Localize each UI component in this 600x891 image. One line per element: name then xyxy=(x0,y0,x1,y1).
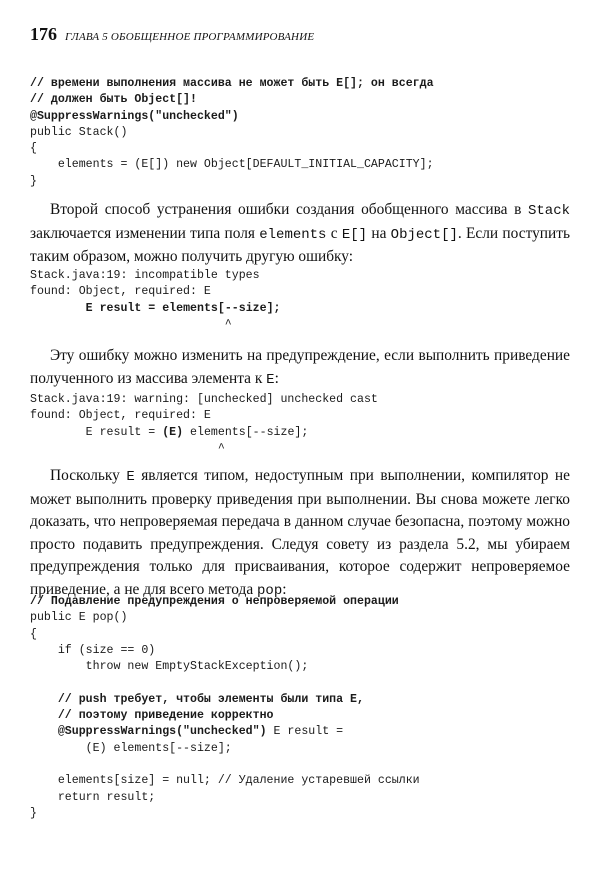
code-line: (E) elements[--size]; xyxy=(30,741,232,755)
paragraph-second-method: Второй способ устранения ошибки создания обобщенного массива в Stack заключается изменении типа поля elements с E[] на Object[]. Если поступить таким образом, можно получить другую ошибку: xyxy=(30,201,571,266)
code-line: return result; xyxy=(30,790,156,804)
code-annotation: @SuppressWarnings("unchecked") xyxy=(30,725,267,739)
code-block-stack-constructor xyxy=(30,76,434,190)
caret-marker: ^ xyxy=(30,317,232,331)
code-block-pop-method xyxy=(30,594,420,822)
code-comment: // Подавление предупреждения о непроверяемой операции xyxy=(30,595,399,608)
inline-code: Stack xyxy=(527,203,570,219)
code-line: found: Object, required: E xyxy=(30,409,211,423)
code-line: public E pop() xyxy=(30,611,128,625)
code-line: E result = xyxy=(266,725,344,739)
running-header xyxy=(30,24,314,44)
code-block-compiler-error xyxy=(30,268,280,333)
inline-code: E xyxy=(126,469,135,485)
code-cast: (E) xyxy=(162,425,184,439)
code-comment: // времени выполнения массива не может быть E[]; он всегда xyxy=(30,77,434,90)
code-comment: // push требует, чтобы элементы были типа E, xyxy=(30,692,364,706)
code-line: public Stack() xyxy=(30,125,128,139)
code-line: } xyxy=(30,174,37,188)
code-annotation: @SuppressWarnings("unchecked") xyxy=(30,109,239,123)
code-line: Stack.java:19: warning: [unchecked] unchecked cast xyxy=(30,393,378,406)
chapter-title: ГЛАВА 5 ОБОБЩЕННОЕ ПРОГРАММИРОВАНИЕ xyxy=(65,31,315,43)
code-line: found: Object, required: E xyxy=(30,285,211,299)
code-line: { xyxy=(30,627,37,641)
code-comment: // должен быть Object[]! xyxy=(30,93,197,107)
code-line: E result = elements[--size]; xyxy=(85,301,281,315)
code-comment: // поэтому приведение корректно xyxy=(30,709,274,723)
caret-marker: ^ xyxy=(30,441,225,455)
page-number: 176 xyxy=(30,24,57,44)
code-line: if (size == 0) xyxy=(30,643,156,657)
code-line: } xyxy=(30,806,37,820)
code-line: Stack.java:19: incompatible types xyxy=(30,269,260,282)
code-line: elements[size] = null; // Удаление устаревшей ссылки xyxy=(30,774,420,788)
paragraph-suppress-explanation: Поскольку E является типом, недоступным при выполнении, компилятор не может выполнить проверку приведения при выполнении. Вы снова можете легко доказать, что непроверяемая передача в данном случае безопасна, поэтому можно просто подавить предупреждения. Следуя совету из раздела 5.2, мы убираем предупреждения только для присваивания, которое содержит непроверяемое приведение, а не для всего метода pop: xyxy=(30,467,570,599)
paragraph-cast-warning: Эту ошибку можно изменить на предупреждение, если выполнить приведение полученного из массива элемента к E: xyxy=(30,347,570,388)
code-line: throw new EmptyStackException(); xyxy=(30,660,309,674)
inline-code: elements xyxy=(259,226,327,243)
code-line: { xyxy=(30,142,37,156)
inline-code: pop xyxy=(257,582,283,599)
code-line: elements = (E[]) new Object[DEFAULT_INITIAL_CAPACITY]; xyxy=(30,158,434,172)
code-block-compiler-warning: Stack.java:19: warning: [unchecked] unchecked cast found: Object, required: E E result = (E) elements[--size]; ^ xyxy=(30,393,378,455)
inline-code: Object[] xyxy=(390,226,458,243)
inline-code: E[] xyxy=(341,226,368,243)
inline-code: E xyxy=(266,371,275,388)
